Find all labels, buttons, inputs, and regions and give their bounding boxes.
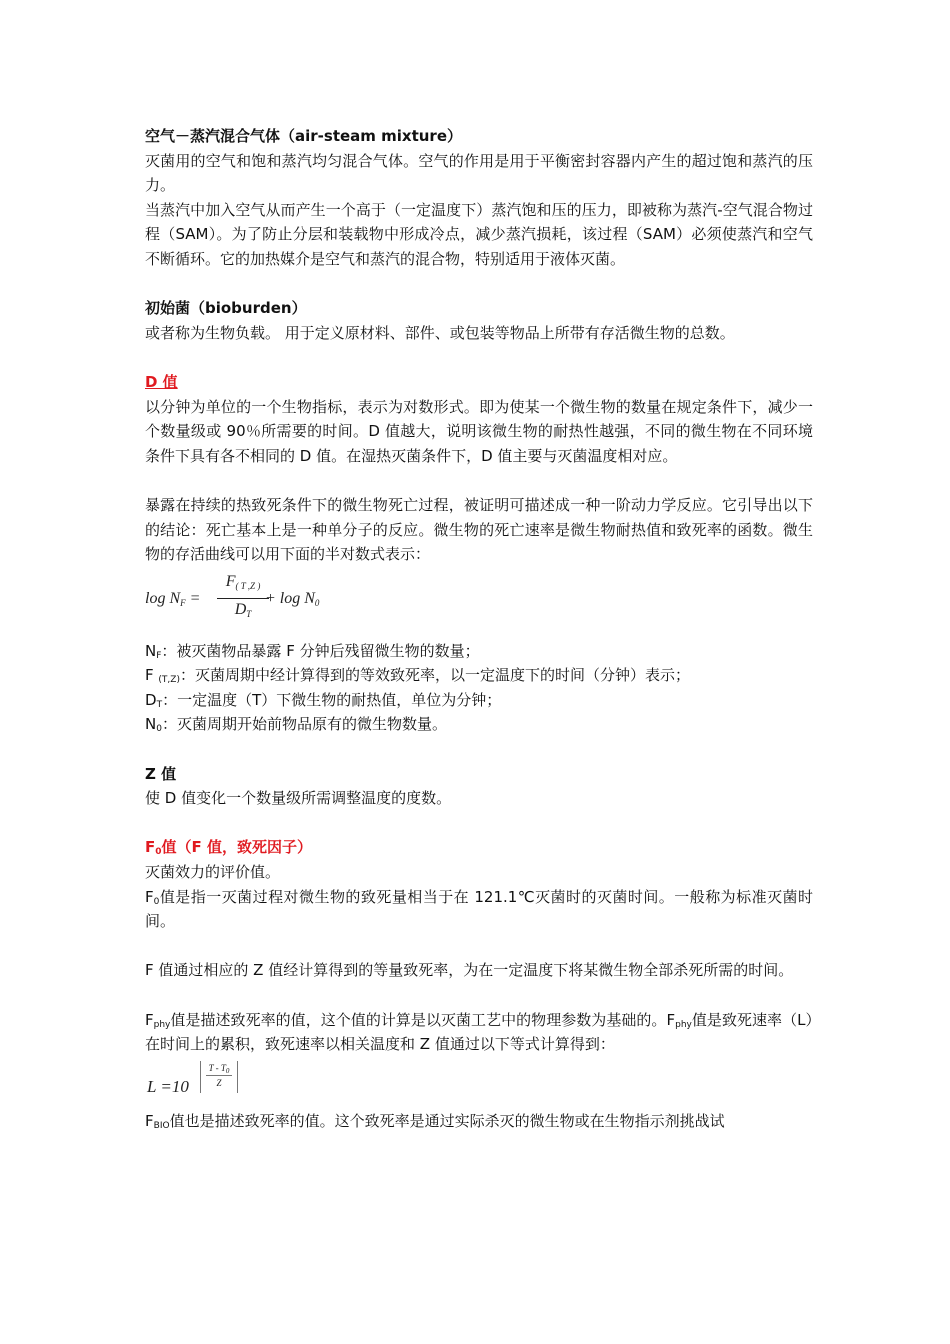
formula-lhs: $\log N_F$ =	[145, 589, 201, 608]
definition-nf: $N_F$：被灭菌物品暴露 F 分钟后残留微生物的数量；	[145, 641, 480, 661]
paragraph-f-value: F 值通过相应的 Z 值经计算得到的等量致死率，为在一定温度下将某微生物全部杀死所需的时间。	[145, 961, 794, 980]
paragraph-f0-evaluation: 灭菌效力的评价值。	[145, 863, 281, 882]
definition-n0: $N_0$：灭菌周期开始前物品原有的微生物数量。	[145, 715, 447, 735]
paragraph-z-value: 使 D 值变化一个数量级所需调整温度的度数。	[145, 789, 452, 808]
paragraph-f0-definition: $F_0$值是指一灭菌过程对微生物的致死量相当于在 121.1℃灭菌时的灭菌时间。一般称为标准灭菌时间。	[145, 887, 813, 931]
formula-exponent: T - $T_0$ Z	[200, 1061, 238, 1093]
survival-curve-formula	[145, 573, 813, 631]
paragraph-d-value-definition: 以分钟为单位的一个生物指标，表示为对数形式。即为使某一个微生物的数量在规定条件下，减少一个数量级或 90％所需要的时间。D 值越大，说明该微生物的耐热性越强，不同的微生物在不同环境条件下具有各不相同的 D 值。在湿热灭菌条件下，D 值主要与灭菌温度相对应。	[145, 397, 813, 465]
paragraph-sam-definition: 灭菌用的空气和饱和蒸汽均匀混合气体。空气的作用是用于平衡密封容器内产生的超过饱和蒸汽的压力。	[145, 151, 813, 195]
paragraph-bioburden: 或者称为生物负载。 用于定义原材料、部件、或包装等物品上所带有存活微生物的总数。	[145, 323, 735, 342]
formula-rhs: + $\log N_0$	[265, 589, 320, 608]
heading-d-value: D 值	[145, 372, 178, 391]
lethality-rate-formula	[145, 1061, 813, 1105]
heading-air-steam-mixture: 空气－蒸汽混合气体（air-steam mixture）	[145, 127, 463, 145]
paragraph-sam-process: 当蒸汽中加入空气从而产生一个高于（一定温度下）蒸汽饱和压的压力，即被称为蒸汽-空气混合物过程（SAM）。为了防止分层和装载物中形成冷点，减少蒸汽损耗，该过程（SAM）必须使蒸汽和空气不断循环。它的加热媒介是空气和蒸汽的混合物，特别适用于液体灭菌。	[145, 200, 813, 268]
formula-base: L =10	[147, 1076, 189, 1096]
paragraph-fbio: $F_{BIO}$值也是描述致死率的值。这个致死率是通过实际杀灭的微生物或在生物指示剂挑战试	[145, 1111, 725, 1131]
heading-f0-value: $F_0$值（F 值，致死因子）	[145, 838, 312, 858]
definition-dt: $D_T$：一定温度（T）下微生物的耐热值，单位为分钟；	[145, 690, 502, 710]
definition-ftz: F $_{(T,Z)}$：灭菌周期中经计算得到的等效致死率，以一定温度下的时间（分钟）表示；	[145, 666, 690, 686]
paragraph-d-value-kinetics: 暴露在持续的热致死条件下的微生物死亡过程，被证明可描述成一种一阶动力学反应。它引导出以下的结论：死亡基本上是一种单分子的反应。微生物的死亡速率是微生物耐热值和致死率的函数。微生物的存活曲线可以用下面的半对数式表示：	[145, 495, 813, 564]
heading-bioburden: 初始菌（bioburden）	[145, 299, 307, 318]
heading-z-value: Z 值	[145, 764, 177, 783]
document-body	[145, 124, 813, 1133]
formula-fraction: $F_{( T ,Z )}$ $D_T$	[217, 573, 269, 619]
paragraph-fphy: $F_{phy}$值是描述致死率的值，这个值的计算是以灭菌工艺中的物理参数为基础的。$F_{phy}$值是致死速率（L）在时间上的累积，致死速率以相关温度和 Z 值通过以下等式计算得到：	[145, 1010, 814, 1054]
